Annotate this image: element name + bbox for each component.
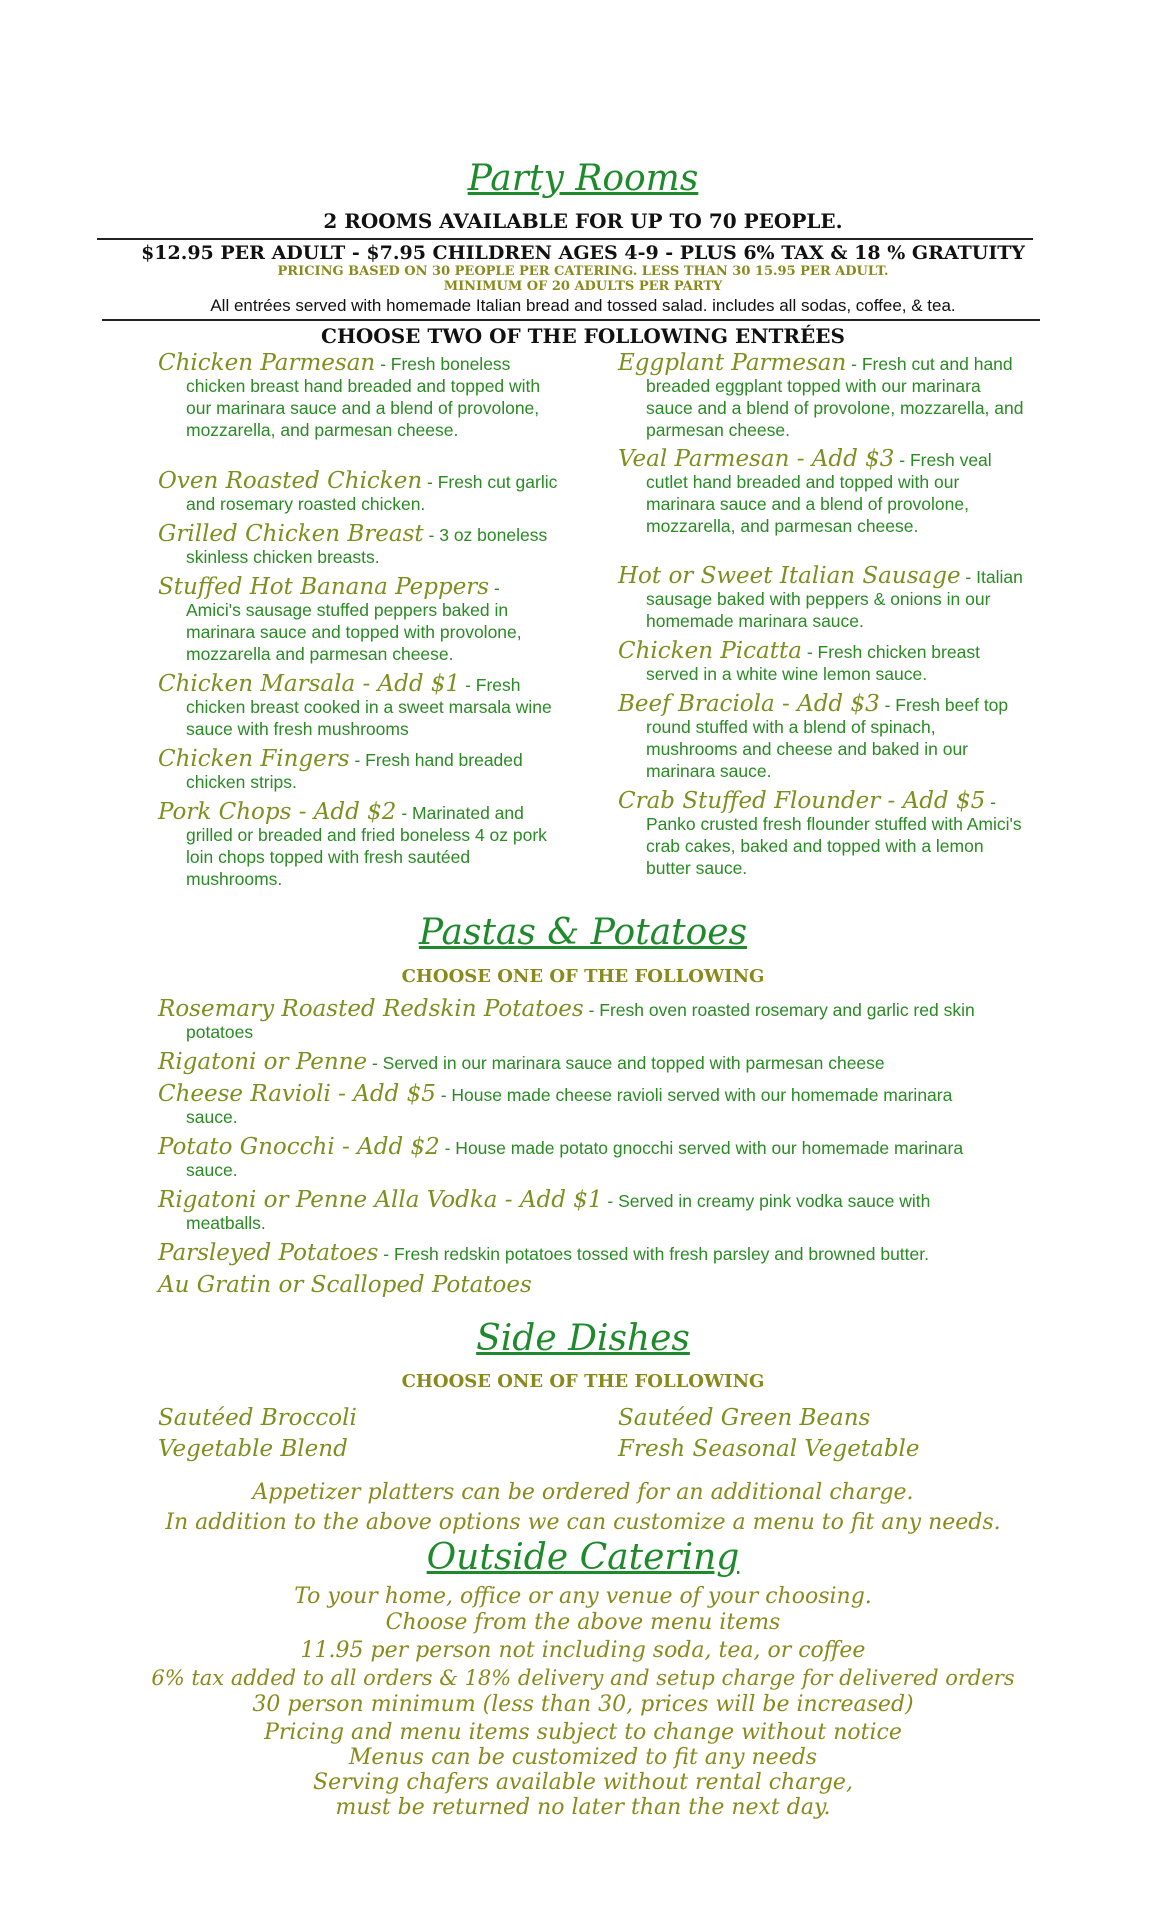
minimum-note: MINIMUM OF 20 ADULTS PER PARTY bbox=[443, 279, 723, 294]
entree-name: Eggplant Parmesan bbox=[618, 350, 847, 376]
entree-name: Beef Braciola - Add $3 bbox=[618, 691, 880, 717]
pasta-item-5 bbox=[158, 1242, 1058, 1265]
catering-line-3: 6% tax added to all orders & 18% delivery and setup charge for delivered orders bbox=[151, 1666, 1015, 1690]
entree-name: Stuffed Hot Banana Peppers bbox=[158, 574, 490, 600]
entree-name: Crab Stuffed Flounder - Add $5 bbox=[618, 788, 986, 814]
pastas-title: Pastas & Potatoes bbox=[418, 912, 748, 953]
pasta-item-0 bbox=[158, 998, 1038, 1043]
pasta-item-1 bbox=[158, 1051, 1038, 1074]
entree-name: Chicken Marsala - Add $1 bbox=[158, 671, 461, 697]
entree-desc: - Fresh cut garlic and rosemary roasted chicken. bbox=[186, 472, 558, 514]
party-rooms-title: Party Rooms bbox=[467, 158, 699, 199]
pasta-item-4 bbox=[158, 1189, 998, 1234]
pasta-desc: - Fresh redskin potatoes tossed with fresh parsley and browned butter. bbox=[378, 1244, 929, 1264]
entree-left-0 bbox=[158, 352, 558, 441]
catering-line-1: Choose from the above menu items bbox=[385, 1610, 781, 1635]
entree-name: Oven Roasted Chicken bbox=[158, 468, 423, 494]
pastas-heading: CHOOSE ONE OF THE FOLLOWING bbox=[401, 966, 765, 987]
side-item-1: Sautéed Green Beans bbox=[618, 1405, 871, 1431]
catering-line-7: Serving chafers available without rental charge, bbox=[313, 1770, 853, 1795]
sides-heading: CHOOSE ONE OF THE FOLLOWING bbox=[401, 1371, 765, 1392]
entree-left-1 bbox=[158, 470, 558, 515]
catering-line-2: 11.95 per person not including soda, tea, or coffee bbox=[300, 1638, 866, 1663]
entree-left-4 bbox=[158, 673, 558, 740]
pasta-item-3 bbox=[158, 1136, 978, 1181]
pasta-desc: - Fresh oven roasted rosemary and garlic red skin potatoes bbox=[186, 1000, 975, 1042]
entree-desc: - Fresh cut and hand breaded eggplant topped with our marinara sauce and a blend of provolone, mozzarella, and parmesan cheese. bbox=[646, 354, 1024, 440]
entree-left-6 bbox=[158, 801, 558, 890]
entree-desc: - Marinated and grilled or breaded and fried boneless 4 oz pork loin chops topped with fresh sautéed mushrooms. bbox=[186, 803, 547, 889]
rooms-available: 2 ROOMS AVAILABLE FOR UP TO 70 PEOPLE. bbox=[323, 209, 843, 233]
entree-left-5 bbox=[158, 748, 558, 793]
entree-name: Chicken Fingers bbox=[158, 746, 350, 772]
pasta-desc: - Served in creamy pink vodka sauce with meatballs. bbox=[186, 1191, 931, 1233]
customize-note: In addition to the above options we can customize a menu to fit any needs. bbox=[165, 1510, 1001, 1535]
pasta-name: Parsleyed Potatoes bbox=[158, 1240, 379, 1266]
entree-left-3 bbox=[158, 576, 558, 665]
entree-name: Pork Chops - Add $2 bbox=[158, 799, 397, 825]
entree-desc: - Fresh veal cutlet hand breaded and topped with our marinara sauce and a blend of provolone, mozzarella, and parmesan cheese. bbox=[646, 450, 992, 536]
entrees-heading: CHOOSE TWO OF THE FOLLOWING ENTRÉES bbox=[321, 324, 845, 348]
pasta-name: Au Gratin or Scalloped Potatoes bbox=[158, 1272, 532, 1298]
entree-right-3 bbox=[618, 640, 1026, 685]
entree-right-4 bbox=[618, 693, 1026, 782]
divider-top bbox=[97, 238, 1033, 240]
entree-desc: - Fresh chicken breast cooked in a sweet marsala wine sauce with fresh mushrooms bbox=[186, 675, 552, 739]
pasta-name: Potato Gnocchi - Add $2 bbox=[158, 1134, 440, 1160]
entree-name: Grilled Chicken Breast bbox=[158, 521, 424, 547]
catering-line-8: must be returned no later than the next day. bbox=[335, 1795, 831, 1820]
side-item-3: Fresh Seasonal Vegetable bbox=[618, 1436, 920, 1462]
pricing-line: $12.95 PER ADULT - $7.95 CHILDREN AGES 4-9 - PLUS 6% TAX & 18 % GRATUITY bbox=[141, 242, 1025, 264]
entree-name: Chicken Picatta bbox=[618, 638, 802, 664]
divider-bottom bbox=[102, 319, 1040, 321]
entree-desc: - Fresh boneless chicken breast hand breaded and topped with our marinara sauce and a blend of provolone, mozzarella, and parmesan cheese. bbox=[186, 354, 541, 440]
entree-right-2 bbox=[618, 565, 1026, 632]
pasta-item-6 bbox=[158, 1274, 1038, 1297]
entree-right-1 bbox=[618, 448, 1026, 537]
entree-name: Chicken Parmesan bbox=[158, 350, 376, 376]
entree-desc: - Panko crusted fresh flounder stuffed with Amici's crab cakes, baked and topped with a lemon butter sauce. bbox=[646, 792, 1022, 878]
entree-left-2 bbox=[158, 523, 558, 568]
appetizer-note: Appetizer platters can be ordered for an additional charge. bbox=[252, 1480, 914, 1505]
catering-line-5: Pricing and menu items subject to change without notice bbox=[264, 1720, 902, 1745]
entree-right-5 bbox=[618, 790, 1026, 879]
side-item-0: Sautéed Broccoli bbox=[158, 1405, 357, 1431]
entree-desc: - Italian sausage baked with peppers & onions in our homemade marinara sauce. bbox=[646, 567, 1023, 631]
pasta-name: Rosemary Roasted Redskin Potatoes bbox=[158, 996, 584, 1022]
entree-right-0 bbox=[618, 352, 1026, 441]
pricing-note: PRICING BASED ON 30 PEOPLE PER CATERING. LESS THAN 30 15.95 PER ADULT. bbox=[277, 264, 889, 279]
pasta-name: Cheese Ravioli - Add $5 bbox=[158, 1081, 436, 1107]
side-dishes-title: Side Dishes bbox=[476, 1318, 690, 1359]
entree-desc: - Fresh beef top round stuffed with a blend of spinach, mushrooms and cheese and baked in our marinara sauce. bbox=[646, 695, 1009, 781]
catering-line-6: Menus can be customized to fit any needs bbox=[348, 1745, 818, 1770]
pasta-name: Rigatoni or Penne Alla Vodka - Add $1 bbox=[158, 1187, 603, 1213]
entree-desc: - Fresh hand breaded chicken strips. bbox=[186, 750, 523, 792]
outside-catering-title: Outside Catering bbox=[426, 1537, 740, 1578]
pasta-name: Rigatoni or Penne bbox=[158, 1049, 368, 1075]
entree-name: Veal Parmesan - Add $3 bbox=[618, 446, 895, 472]
side-item-2: Vegetable Blend bbox=[158, 1436, 348, 1462]
catering-line-4: 30 person minimum (less than 30, prices will be increased) bbox=[252, 1692, 914, 1717]
pasta-desc: - Served in our marinara sauce and topped with parmesan cheese bbox=[367, 1053, 885, 1073]
entree-desc: - Fresh chicken breast served in a white wine lemon sauce. bbox=[646, 642, 980, 684]
entree-desc: - 3 oz boneless skinless chicken breasts. bbox=[186, 525, 548, 567]
pasta-item-2 bbox=[158, 1083, 978, 1128]
catering-line-0: To your home, office or any venue of your choosing. bbox=[294, 1584, 872, 1609]
entree-name: Hot or Sweet Italian Sausage bbox=[618, 563, 961, 589]
pasta-desc: - House made potato gnocchi served with our homemade marinara sauce. bbox=[186, 1138, 964, 1180]
pasta-desc: - House made cheese ravioli served with our homemade marinara sauce. bbox=[186, 1085, 953, 1127]
entree-desc: - Amici's sausage stuffed peppers baked in marinara sauce and topped with provolone, mozzarella and parmesan cheese. bbox=[186, 578, 522, 664]
included-note: All entrées served with homemade Italian bread and tossed salad. includes all sodas, coffee, & tea. bbox=[210, 296, 956, 315]
